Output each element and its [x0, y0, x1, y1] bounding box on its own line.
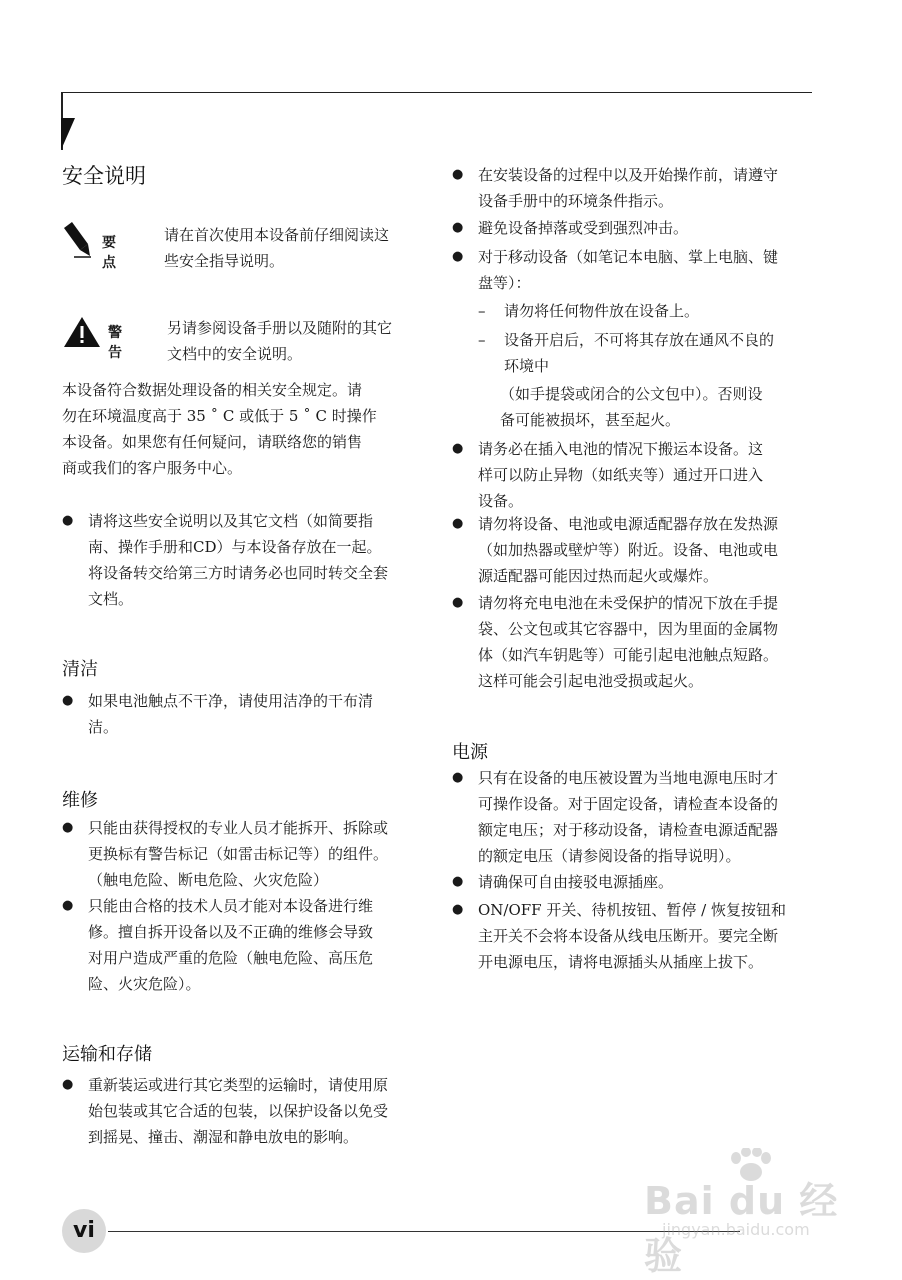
list-item-line: 险、火灾危险）。 — [88, 975, 201, 993]
list-item-line: （触电危险、断电危险、火灾危险） — [88, 871, 329, 889]
list-item-line: 请勿将设备、电池或电源适配器存放在发热源 — [478, 515, 779, 533]
list-item-line: 设备。 — [478, 492, 524, 510]
intro-line: 勿在环境温度高于 35 ˚ C 或低于 5 ˚ C 时操作 — [62, 407, 377, 425]
list-item-line: 体（如汽车钥匙等）可能引起电池触点短路。 — [478, 646, 779, 664]
header-rule — [61, 92, 812, 93]
bullet-icon: ● — [452, 595, 464, 610]
list-item-line: 这样可能会引起电池受损或起火。 — [478, 672, 704, 690]
list-item-line: 请确保可自由接驳电源插座。 — [478, 873, 674, 891]
list-item-line: 将设备转交给第三方时请务必也同时转交全套 — [88, 564, 389, 582]
bullet-icon: ● — [452, 874, 464, 889]
note-line: 请在首次使用本设备前仔细阅读这 — [164, 226, 390, 244]
list-item-line: 只有在设备的电压被设置为当地电源电压时才 — [478, 769, 779, 787]
list-item-line: 源适配器可能因过热而起火或爆炸。 — [478, 567, 719, 585]
list-item-line: 盘等）： — [478, 274, 531, 292]
list-item-line: 在安装设备的过程中以及开始操作前，请遵守 — [478, 166, 779, 184]
list-item-line: 备可能被损坏，甚至起火。 — [500, 411, 681, 429]
list-item-line: （如加热器或壁炉等）附近。设备、电池或电 — [478, 541, 779, 559]
bullet-icon: ● — [62, 820, 74, 835]
list-item-line: 避免设备掉落或受到强烈冲击。 — [478, 219, 689, 237]
list-item-line: 额定电压；对于移动设备，请检查电源适配器 — [478, 821, 779, 839]
list-item-line: 设备手册中的环境条件指示。 — [478, 192, 674, 210]
pen-icon — [62, 222, 92, 262]
intro-paragraph — [62, 377, 432, 481]
list-item-line: 对用户造成严重的危险（触电危险、高压危 — [88, 949, 374, 967]
list-item-line: 请将这些安全说明以及其它文档（如简要指 — [88, 512, 374, 530]
section-heading-repair: 维修 — [62, 790, 98, 811]
dash-icon: – — [478, 331, 486, 349]
page-number: vi — [62, 1209, 106, 1253]
bullet-icon: ● — [452, 249, 464, 264]
list-item-continuation — [500, 381, 830, 433]
section-heading-transport: 运输和存储 — [62, 1044, 152, 1065]
bullet-icon: ● — [62, 693, 74, 708]
list-item-line: 文档。 — [88, 590, 134, 608]
bullet-icon: ● — [62, 513, 74, 528]
list-item-line: 南、操作手册和CD）与本设备存放在一起。 — [88, 538, 382, 556]
section-heading-cleaning: 清洁 — [62, 659, 98, 680]
bullet-icon: ● — [452, 902, 464, 917]
list-item-line: 请勿将任何物件放在设备上。 — [504, 302, 700, 320]
list-item-line: 对于移动设备（如笔记本电脑、掌上电脑、键 — [478, 248, 779, 266]
list-item-line: 到摇晃、撞击、潮湿和静电放电的影响。 — [88, 1128, 359, 1146]
list-item-line: 开电源电压，请将电源插头从插座上拔下。 — [478, 953, 764, 971]
list-item-line: 重新装运或进行其它类型的运输时，请使用原 — [88, 1076, 389, 1094]
list-item-line: 请勿将充电电池在未受保护的情况下放在手提 — [478, 594, 779, 612]
bullet-icon: ● — [452, 441, 464, 456]
list-item-line: 如果电池触点不干净，请使用洁净的干布清 — [88, 692, 374, 710]
bullet-icon: ● — [62, 1077, 74, 1092]
bullet-icon: ● — [452, 770, 464, 785]
list-item-line: ON/OFF 开关、待机按钮、暂停 / 恢复按钮和 — [478, 901, 786, 919]
warning-line: 另请参阅设备手册以及随附的其它 — [167, 319, 393, 337]
section-heading-power: 电源 — [452, 742, 488, 763]
list-item-line: 修。擅自拆开设备以及不正确的维修会导致 — [88, 923, 374, 941]
list-item-line: 只能由获得授权的专业人员才能拆开、拆除或 — [88, 819, 389, 837]
bullet-icon: ● — [452, 167, 464, 182]
list-item-line: （如手提袋或闭合的公文包中）。否则设 — [500, 385, 763, 403]
list-item-line: 始包装或其它合适的包装，以保护设备以免受 — [88, 1102, 389, 1120]
list-item-line: 样可以防止异物（如纸夹等）通过开口进入 — [478, 466, 764, 484]
list-item-line: 设备开启后，不可将其存放在通风不良的 — [504, 331, 775, 349]
intro-line: 本设备符合数据处理设备的相关安全规定。请 — [62, 381, 363, 399]
intro-line: 本设备。如果您有任何疑问，请联络您的销售 — [62, 433, 363, 451]
note-label: 要点 — [102, 235, 116, 271]
list-item-line: 更换标有警告标记（如雷击标记等）的组件。 — [88, 845, 389, 863]
intro-line: 商或我们的客户服务中心。 — [62, 459, 243, 477]
warning-label: 警告 — [108, 325, 122, 361]
note-line: 些安全指导说明。 — [164, 252, 285, 270]
watermark-url: jingyan.baidu.com — [662, 1220, 810, 1239]
bullet-icon: ● — [452, 220, 464, 235]
list-item-line: 环境中 — [504, 357, 550, 375]
list-item-line: 洁。 — [88, 718, 119, 736]
list-item-line: 可操作设备。对于固定设备，请检查本设备的 — [478, 795, 779, 813]
watermark — [640, 1148, 850, 1278]
list-item-line: 的额定电压（请参阅设备的指导说明）。 — [478, 847, 741, 865]
header-triangle-marker — [61, 118, 75, 150]
bullet-icon: ● — [62, 898, 74, 913]
page-title: 安全说明 — [62, 164, 146, 188]
list-item-line: 只能由合格的技术人员才能对本设备进行维 — [88, 897, 374, 915]
warning-triangle-icon — [64, 317, 100, 351]
list-item-line: 请务必在插入电池的情况下搬运本设备。这 — [478, 440, 764, 458]
watermark-text: Bai du 经验 — [644, 1179, 839, 1278]
warning-line: 文档中的安全说明。 — [167, 345, 303, 363]
bullet-icon: ● — [452, 516, 464, 531]
list-item-line: 袋、公文包或其它容器中，因为里面的金属物 — [478, 620, 779, 638]
list-item-line: 主开关不会将本设备从线电压断开。要完全断 — [478, 927, 779, 945]
dash-icon: – — [478, 302, 486, 320]
